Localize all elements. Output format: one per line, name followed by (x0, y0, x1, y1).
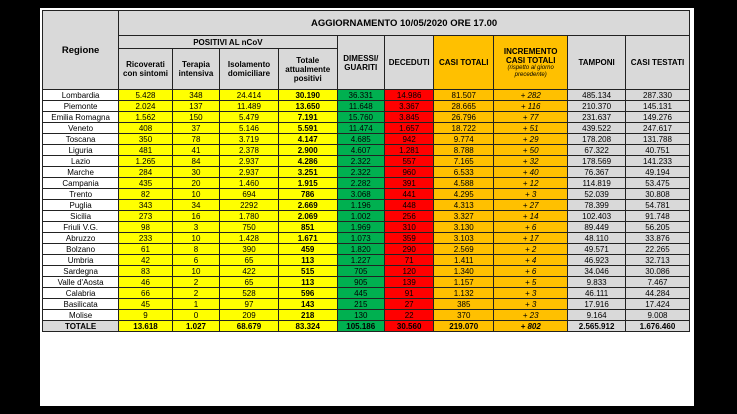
cell-incremento: + 6 (494, 222, 568, 233)
cell-deceduti: 3.845 (384, 112, 433, 123)
cell-isolamento: 209 (220, 310, 279, 321)
header-dimessi: DIMESSI/ GUARITI (337, 36, 384, 90)
cell-isolamento: 2292 (220, 200, 279, 211)
header-casi-totali: CASI TOTALI (434, 36, 494, 90)
table-row (43, 288, 690, 299)
cell-dimessi: 4.685 (337, 134, 384, 145)
table-row (43, 123, 690, 134)
cell-casi-totali: 370 (434, 310, 494, 321)
page-title: AGGIORNAMENTO 10/05/2020 ORE 17.00 (119, 11, 690, 36)
cell-ricoverati: 343 (119, 200, 173, 211)
cell-isolamento: 390 (220, 244, 279, 255)
cell-dimessi: 1.073 (337, 233, 384, 244)
cell-incremento: + 77 (494, 112, 568, 123)
cell-dimessi: 1.227 (337, 255, 384, 266)
cell-casi-testati: 40.751 (625, 145, 689, 156)
cell-ricoverati: 273 (119, 211, 173, 222)
cell-dimessi: 11.474 (337, 123, 384, 134)
cell-terapia: 2 (172, 277, 219, 288)
cell-dimessi: 4.607 (337, 145, 384, 156)
cell-casi-totali: 3.103 (434, 233, 494, 244)
cell-isolamento: 2.378 (220, 145, 279, 156)
cell-ricoverati: 46 (119, 277, 173, 288)
cell-incremento: + 32 (494, 156, 568, 167)
cell-incremento: + 4 (494, 255, 568, 266)
cell-incremento: + 116 (494, 101, 568, 112)
cell-casi-testati: 149.276 (625, 112, 689, 123)
cell-terapia: 6 (172, 255, 219, 266)
cell-ricoverati: 1.265 (119, 156, 173, 167)
cell-totale-positivi: 851 (278, 222, 337, 233)
cell-tamponi: 78.399 (568, 200, 626, 211)
cell-tamponi: 178.569 (568, 156, 626, 167)
cell-ricoverati: 1.562 (119, 112, 173, 123)
cell-regione: Liguria (43, 145, 119, 156)
cell-terapia: 10 (172, 266, 219, 277)
cell-casi-testati: 32.713 (625, 255, 689, 266)
cell-dimessi: 130 (337, 310, 384, 321)
cell-dimessi: 905 (337, 277, 384, 288)
cell-ricoverati: 45 (119, 299, 173, 310)
cell-isolamento: 2.937 (220, 167, 279, 178)
cell-casi-totali: 2.569 (434, 244, 494, 255)
cell-incremento: + 27 (494, 200, 568, 211)
cell-terapia: 8 (172, 244, 219, 255)
cell-casi-totali: 1.411 (434, 255, 494, 266)
header-tamponi: TAMPONI (568, 36, 626, 90)
total-dimessi: 105.186 (337, 321, 384, 332)
cell-deceduti: 71 (384, 255, 433, 266)
cell-totale-positivi: 113 (278, 255, 337, 266)
table-row (43, 233, 690, 244)
cell-terapia: 2 (172, 288, 219, 299)
cell-ricoverati: 98 (119, 222, 173, 233)
cell-casi-totali: 9.774 (434, 134, 494, 145)
cell-casi-totali: 81.507 (434, 90, 494, 101)
table-row (43, 90, 690, 101)
cell-tamponi: 49.571 (568, 244, 626, 255)
cell-regione: Bolzano (43, 244, 119, 255)
cell-terapia: 16 (172, 211, 219, 222)
table-row (43, 101, 690, 112)
cell-isolamento: 97 (220, 299, 279, 310)
cell-regione: Trento (43, 189, 119, 200)
cell-ricoverati: 82 (119, 189, 173, 200)
cell-deceduti: 290 (384, 244, 433, 255)
cell-ricoverati: 481 (119, 145, 173, 156)
total-terapia: 1.027 (172, 321, 219, 332)
cell-casi-testati: 17.424 (625, 299, 689, 310)
cell-incremento: + 17 (494, 233, 568, 244)
cell-casi-testati: 91.748 (625, 211, 689, 222)
cell-terapia: 348 (172, 90, 219, 101)
cell-ricoverati: 350 (119, 134, 173, 145)
cell-incremento: + 51 (494, 123, 568, 134)
cell-terapia: 41 (172, 145, 219, 156)
cell-tamponi: 485.134 (568, 90, 626, 101)
cell-ricoverati: 83 (119, 266, 173, 277)
table-row (43, 266, 690, 277)
cell-totale-positivi: 3.251 (278, 167, 337, 178)
cell-ricoverati: 66 (119, 288, 173, 299)
cell-deceduti: 1.657 (384, 123, 433, 134)
cell-casi-testati: 145.131 (625, 101, 689, 112)
cell-terapia: 10 (172, 189, 219, 200)
cell-totale-positivi: 2.069 (278, 211, 337, 222)
cell-casi-totali: 1.132 (434, 288, 494, 299)
cell-casi-totali: 3.327 (434, 211, 494, 222)
cell-casi-totali: 1.340 (434, 266, 494, 277)
table-row (43, 145, 690, 156)
cell-tamponi: 46.923 (568, 255, 626, 266)
table-row (43, 200, 690, 211)
cell-deceduti: 139 (384, 277, 433, 288)
cell-terapia: 150 (172, 112, 219, 123)
cell-terapia: 20 (172, 178, 219, 189)
cell-totale-positivi: 1.671 (278, 233, 337, 244)
cell-casi-testati: 44.284 (625, 288, 689, 299)
cell-casi-testati: 54.781 (625, 200, 689, 211)
cell-casi-testati: 247.617 (625, 123, 689, 134)
cell-tamponi: 102.403 (568, 211, 626, 222)
covid-table (42, 10, 690, 332)
data-sheet (40, 8, 694, 406)
table-row (43, 277, 690, 288)
cell-tamponi: 48.110 (568, 233, 626, 244)
cell-dimessi: 215 (337, 299, 384, 310)
cell-regione: Campania (43, 178, 119, 189)
cell-isolamento: 5.146 (220, 123, 279, 134)
header-ricoverati: Ricoverati con sintomi (119, 49, 173, 90)
cell-incremento: + 14 (494, 211, 568, 222)
cell-deceduti: 256 (384, 211, 433, 222)
cell-incremento: + 23 (494, 310, 568, 321)
header-incremento-label: INCREMENTO CASI TOTALI (503, 46, 558, 65)
cell-totale-positivi: 30.190 (278, 90, 337, 101)
cell-regione: Puglia (43, 200, 119, 211)
cell-tamponi: 17.916 (568, 299, 626, 310)
cell-terapia: 34 (172, 200, 219, 211)
cell-casi-testati: 49.194 (625, 167, 689, 178)
header-incremento-note: (rispetto al giorno precedente) (507, 64, 554, 78)
cell-regione: Umbria (43, 255, 119, 266)
cell-isolamento: 694 (220, 189, 279, 200)
table-row (43, 189, 690, 200)
cell-regione: Toscana (43, 134, 119, 145)
cell-deceduti: 310 (384, 222, 433, 233)
cell-casi-testati: 131.788 (625, 134, 689, 145)
cell-casi-totali: 4.295 (434, 189, 494, 200)
cell-totale-positivi: 4.147 (278, 134, 337, 145)
cell-dimessi: 1.820 (337, 244, 384, 255)
cell-regione: Molise (43, 310, 119, 321)
cell-dimessi: 2.322 (337, 167, 384, 178)
table-row (43, 244, 690, 255)
cell-casi-testati: 33.876 (625, 233, 689, 244)
cell-regione: Abruzzo (43, 233, 119, 244)
cell-tamponi: 231.637 (568, 112, 626, 123)
cell-totale-positivi: 1.915 (278, 178, 337, 189)
cell-terapia: 1 (172, 299, 219, 310)
cell-isolamento: 24.414 (220, 90, 279, 101)
cell-incremento: + 50 (494, 145, 568, 156)
cell-dimessi: 3.068 (337, 189, 384, 200)
cell-incremento: + 29 (494, 134, 568, 145)
table-row (43, 255, 690, 266)
cell-tamponi: 46.111 (568, 288, 626, 299)
header-totale-positivi: Totale attualmente positivi (278, 49, 337, 90)
cell-dimessi: 1.002 (337, 211, 384, 222)
table-row (43, 222, 690, 233)
cell-totale-positivi: 2.669 (278, 200, 337, 211)
cell-casi-totali: 28.665 (434, 101, 494, 112)
total-totale-positivi: 83.324 (278, 321, 337, 332)
cell-casi-testati: 7.467 (625, 277, 689, 288)
table-row (43, 112, 690, 123)
cell-casi-testati: 30.086 (625, 266, 689, 277)
total-tamponi: 2.565.912 (568, 321, 626, 332)
cell-tamponi: 67.322 (568, 145, 626, 156)
cell-isolamento: 750 (220, 222, 279, 233)
cell-terapia: 37 (172, 123, 219, 134)
cell-isolamento: 5.479 (220, 112, 279, 123)
cell-deceduti: 27 (384, 299, 433, 310)
cell-dimessi: 1.969 (337, 222, 384, 233)
cell-dimessi: 11.648 (337, 101, 384, 112)
cell-casi-testati: 22.265 (625, 244, 689, 255)
cell-dimessi: 2.282 (337, 178, 384, 189)
cell-terapia: 10 (172, 233, 219, 244)
cell-dimessi: 2.322 (337, 156, 384, 167)
header-incremento (494, 36, 568, 90)
cell-regione: Friuli V.G. (43, 222, 119, 233)
cell-tamponi: 76.367 (568, 167, 626, 178)
table-body (43, 90, 690, 332)
cell-ricoverati: 435 (119, 178, 173, 189)
cell-totale-positivi: 515 (278, 266, 337, 277)
cell-incremento: + 3 (494, 288, 568, 299)
cell-ricoverati: 5.428 (119, 90, 173, 101)
cell-isolamento: 1.780 (220, 211, 279, 222)
cell-totale-positivi: 113 (278, 277, 337, 288)
cell-isolamento: 528 (220, 288, 279, 299)
cell-tamponi: 439.522 (568, 123, 626, 134)
cell-tamponi: 52.039 (568, 189, 626, 200)
cell-ricoverati: 233 (119, 233, 173, 244)
cell-regione: Lombardia (43, 90, 119, 101)
cell-deceduti: 14.986 (384, 90, 433, 101)
table-row (43, 310, 690, 321)
cell-totale-positivi: 459 (278, 244, 337, 255)
cell-totale-positivi: 143 (278, 299, 337, 310)
cell-casi-testati: 56.205 (625, 222, 689, 233)
table-row (43, 178, 690, 189)
cell-dimessi: 445 (337, 288, 384, 299)
cell-tamponi: 9.164 (568, 310, 626, 321)
cell-deceduti: 391 (384, 178, 433, 189)
total-deceduti: 30.560 (384, 321, 433, 332)
cell-regione: Lazio (43, 156, 119, 167)
cell-terapia: 30 (172, 167, 219, 178)
cell-casi-totali: 4.313 (434, 200, 494, 211)
cell-deceduti: 1.281 (384, 145, 433, 156)
cell-deceduti: 91 (384, 288, 433, 299)
cell-terapia: 137 (172, 101, 219, 112)
cell-tamponi: 178.208 (568, 134, 626, 145)
cell-deceduti: 557 (384, 156, 433, 167)
cell-casi-testati: 9.008 (625, 310, 689, 321)
cell-casi-totali: 6.533 (434, 167, 494, 178)
cell-regione: Sardegna (43, 266, 119, 277)
cell-regione: Piemonte (43, 101, 119, 112)
total-ricoverati: 13.618 (119, 321, 173, 332)
cell-casi-totali: 8.788 (434, 145, 494, 156)
table-row (43, 211, 690, 222)
cell-casi-totali: 7.165 (434, 156, 494, 167)
cell-terapia: 3 (172, 222, 219, 233)
cell-ricoverati: 9 (119, 310, 173, 321)
cell-ricoverati: 61 (119, 244, 173, 255)
header-positivi-group: POSITIVI AL nCoV (119, 36, 337, 49)
cell-totale-positivi: 786 (278, 189, 337, 200)
header-deceduti: DECEDUTI (384, 36, 433, 90)
cell-isolamento: 11.489 (220, 101, 279, 112)
cell-tamponi: 114.819 (568, 178, 626, 189)
cell-isolamento: 1.428 (220, 233, 279, 244)
cell-incremento: + 12 (494, 178, 568, 189)
cell-terapia: 78 (172, 134, 219, 145)
cell-regione: Basilicata (43, 299, 119, 310)
cell-isolamento: 3.719 (220, 134, 279, 145)
cell-casi-totali: 18.722 (434, 123, 494, 134)
cell-incremento: + 3 (494, 189, 568, 200)
cell-dimessi: 705 (337, 266, 384, 277)
cell-casi-totali: 26.796 (434, 112, 494, 123)
cell-incremento: + 2 (494, 244, 568, 255)
cell-totale-positivi: 5.591 (278, 123, 337, 134)
cell-casi-totali: 1.157 (434, 277, 494, 288)
cell-terapia: 0 (172, 310, 219, 321)
cell-ricoverati: 284 (119, 167, 173, 178)
total-casi-totali: 219.070 (434, 321, 494, 332)
cell-isolamento: 65 (220, 277, 279, 288)
cell-casi-testati: 141.233 (625, 156, 689, 167)
table-row (43, 134, 690, 145)
cell-deceduti: 942 (384, 134, 433, 145)
table-row (43, 299, 690, 310)
total-incremento: + 802 (494, 321, 568, 332)
cell-deceduti: 3.367 (384, 101, 433, 112)
cell-ricoverati: 42 (119, 255, 173, 266)
cell-ricoverati: 2.024 (119, 101, 173, 112)
header-casi-testati: CASI TESTATI (625, 36, 689, 90)
header-terapia: Terapia intensiva (172, 49, 219, 90)
cell-casi-totali: 3.130 (434, 222, 494, 233)
cell-tamponi: 34.046 (568, 266, 626, 277)
cell-deceduti: 120 (384, 266, 433, 277)
cell-terapia: 84 (172, 156, 219, 167)
header-isolamento: Isolamento domiciliare (220, 49, 279, 90)
total-casi-testati: 1.676.460 (625, 321, 689, 332)
cell-dimessi: 36.331 (337, 90, 384, 101)
cell-regione: Valle d'Aosta (43, 277, 119, 288)
cell-regione: Sicilia (43, 211, 119, 222)
cell-deceduti: 960 (384, 167, 433, 178)
cell-isolamento: 65 (220, 255, 279, 266)
cell-regione: Veneto (43, 123, 119, 134)
cell-isolamento: 1.460 (220, 178, 279, 189)
cell-isolamento: 2.937 (220, 156, 279, 167)
cell-deceduti: 22 (384, 310, 433, 321)
cell-totale-positivi: 218 (278, 310, 337, 321)
cell-totale-positivi: 7.191 (278, 112, 337, 123)
cell-regione: Marche (43, 167, 119, 178)
cell-tamponi: 9.833 (568, 277, 626, 288)
cell-regione: Emilia Romagna (43, 112, 119, 123)
cell-incremento: + 6 (494, 266, 568, 277)
header-regione: Regione (43, 11, 119, 90)
cell-casi-totali: 4.588 (434, 178, 494, 189)
cell-totale-positivi: 4.286 (278, 156, 337, 167)
table-row (43, 167, 690, 178)
cell-dimessi: 15.760 (337, 112, 384, 123)
cell-dimessi: 1.196 (337, 200, 384, 211)
cell-tamponi: 210.370 (568, 101, 626, 112)
table-row (43, 156, 690, 167)
cell-isolamento: 422 (220, 266, 279, 277)
cell-deceduti: 359 (384, 233, 433, 244)
totals-row (43, 321, 690, 332)
cell-regione: Calabria (43, 288, 119, 299)
cell-casi-testati: 53.475 (625, 178, 689, 189)
cell-incremento: + 5 (494, 277, 568, 288)
cell-totale-positivi: 2.900 (278, 145, 337, 156)
cell-totale-positivi: 596 (278, 288, 337, 299)
cell-deceduti: 448 (384, 200, 433, 211)
cell-deceduti: 441 (384, 189, 433, 200)
cell-ricoverati: 408 (119, 123, 173, 134)
cell-casi-testati: 287.330 (625, 90, 689, 101)
cell-totale-positivi: 13.650 (278, 101, 337, 112)
cell-incremento: + 282 (494, 90, 568, 101)
cell-tamponi: 89.449 (568, 222, 626, 233)
cell-casi-testati: 30.808 (625, 189, 689, 200)
cell-casi-totali: 385 (434, 299, 494, 310)
total-isolamento: 68.679 (220, 321, 279, 332)
cell-incremento: + 3 (494, 299, 568, 310)
total-regione: TOTALE (43, 321, 119, 332)
cell-incremento: + 40 (494, 167, 568, 178)
